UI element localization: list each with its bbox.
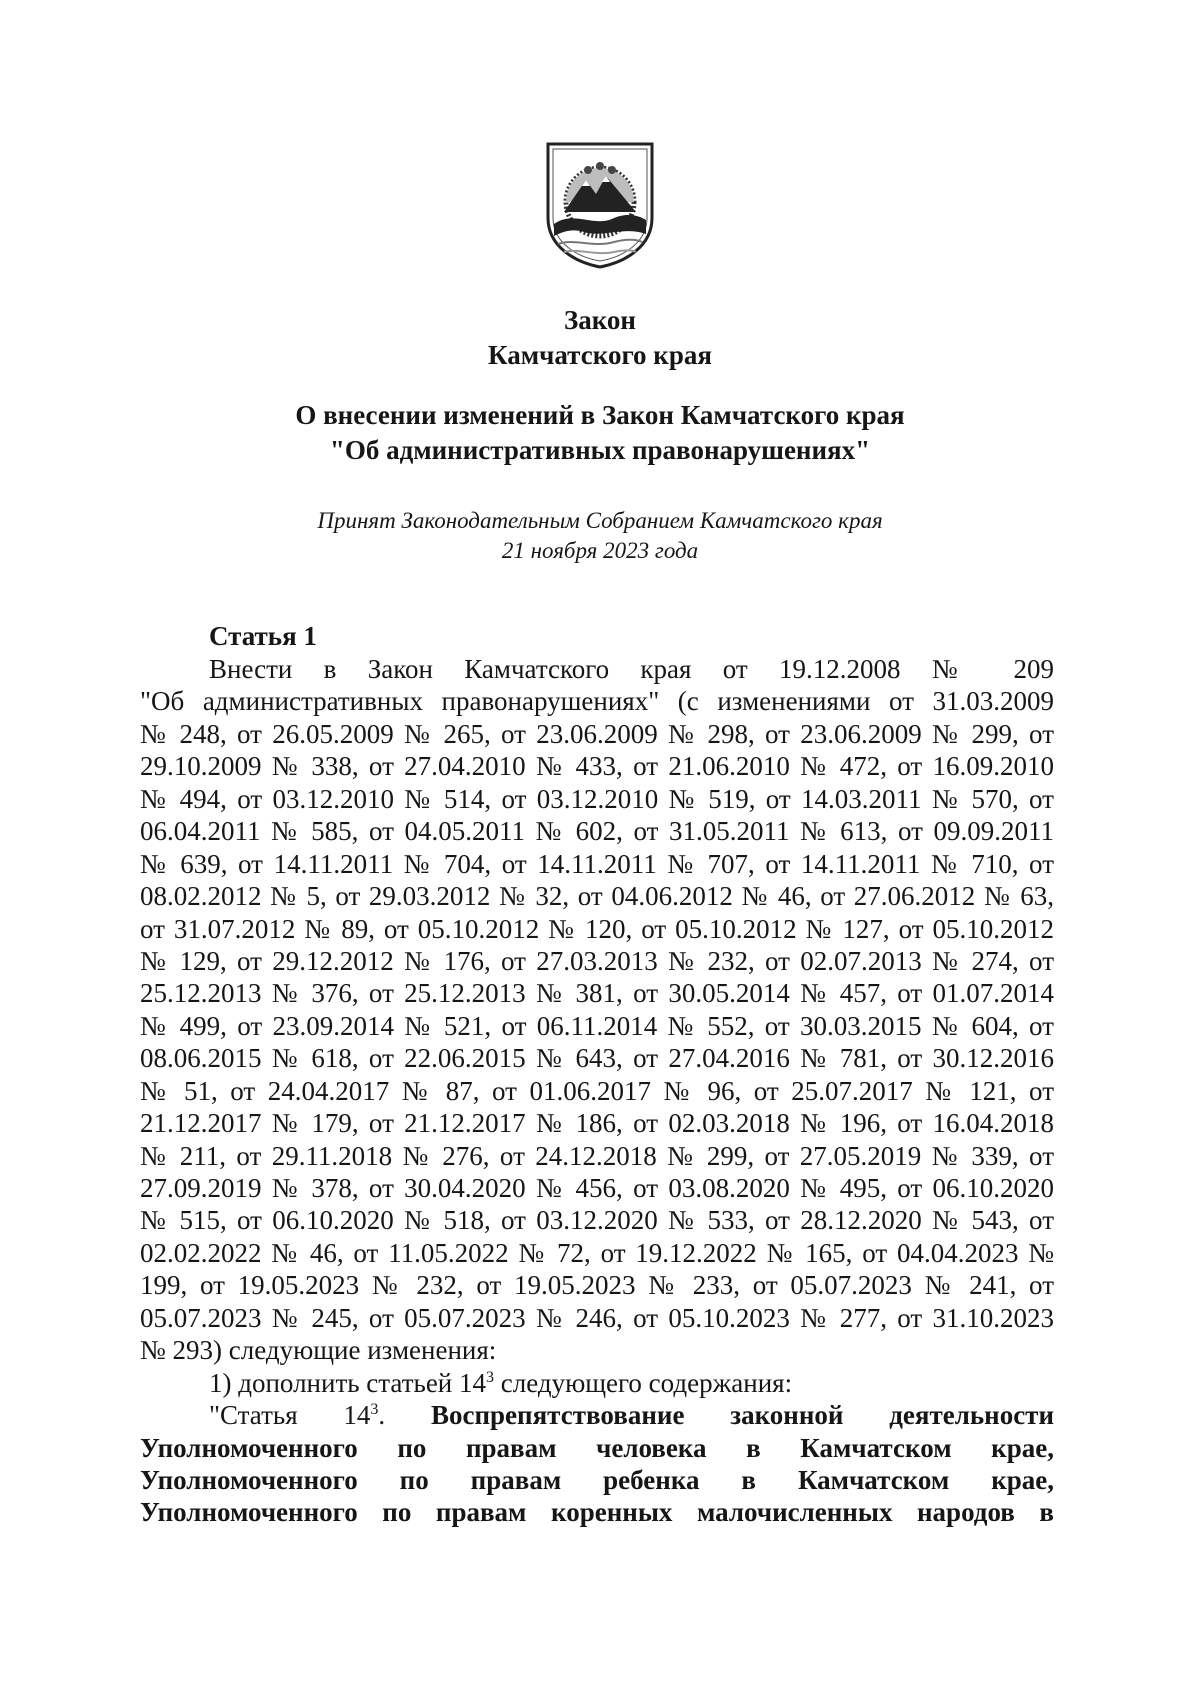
body-line: 06.04.2011 № 585, от 04.05.2011 № 602, от 31.05.2011 № 613, от 09.09.2011 (140, 816, 1054, 847)
new-article-title-start: Воспрепятствование законной деятельности (430, 1400, 1055, 1431)
body-line: 199, от 19.05.2023 № 232, от 19.05.2023 № 233, от 05.07.2023 № 241, от (140, 1270, 1054, 1301)
body-line: "Об административных правонарушениях" (с изменениями от 31.03.2009 (140, 686, 1054, 717)
new-article-superscript: 3 (370, 1401, 379, 1419)
body-line: № 499, от 23.09.2014 № 521, от 06.11.2014 № 552, от 30.03.2015 № 604, от (140, 1010, 1054, 1041)
body-line: 05.07.2023 № 245, от 05.07.2023 № 246, от 05.10.2023 № 277, от 31.10.2023 (140, 1302, 1054, 1333)
body-line: № 515, от 06.10.2020 № 518, от 03.12.2020 № 533, от 28.12.2020 № 543, от (140, 1205, 1054, 1236)
body-line: 21.12.2017 № 179, от 21.12.2017 № 186, от 02.03.2018 № 196, от 16.04.2018 (140, 1108, 1054, 1139)
new-article-title-line: Уполномоченного по правам коренных малочисленных народов в (140, 1497, 1054, 1528)
new-article-title-line: Уполномоченного по правам ребенка в Камчатском крае, (140, 1464, 1054, 1495)
article-1-body (140, 653, 1054, 1529)
body-line: № 211, от 29.11.2018 № 276, от 24.12.2018 № 299, от 27.05.2019 № 339, от (140, 1140, 1054, 1171)
item-1-superscript: 3 (486, 1368, 495, 1386)
body-line: № 51, от 24.04.2017 № 87, от 01.06.2017 № 96, от 25.07.2017 № 121, от (140, 1075, 1054, 1106)
body-line: от 31.07.2012 № 89, от 05.10.2012 № 120, от 05.10.2012 № 127, от 05.10.2012 (140, 913, 1054, 944)
body-line: № 293) следующие изменения: (140, 1335, 497, 1366)
law-title-line1: Закон (563, 305, 636, 335)
law-subject-line1: О внесении изменений в Закон Камчатского края (295, 400, 905, 430)
body-line: 02.02.2022 № 46, от 11.05.2022 № 72, от 19.12.2022 № 165, от 04.04.2023 № (140, 1237, 1054, 1268)
law-title (140, 303, 1060, 373)
item-1-prefix: 1) дополнить статьей 14 (209, 1367, 487, 1398)
adoption-note-line1: Принят Законодательным Собранием Камчатского края (317, 508, 883, 533)
body-line: 29.10.2009 № 338, от 27.04.2010 № 433, от 21.06.2010 № 472, от 16.09.2010 (140, 751, 1054, 782)
body-line: 25.12.2013 № 376, от 25.12.2013 № 381, от 30.05.2014 № 457, от 01.07.2014 (140, 978, 1054, 1009)
article-1-title: Статья 1 (209, 621, 317, 651)
body-line: № 248, от 26.05.2009 № 265, от 23.06.2009 № 298, от 23.06.2009 № 299, от (140, 718, 1054, 749)
law-subject (140, 398, 1060, 468)
item-1-suffix: следующего содержания: (494, 1367, 793, 1398)
body-line: 08.06.2015 № 618, от 22.06.2015 № 643, от 27.04.2016 № 781, от 30.12.2016 (140, 1043, 1054, 1074)
body-line: 27.09.2019 № 378, от 30.04.2020 № 456, от 03.08.2020 № 495, от 06.10.2020 (140, 1173, 1054, 1203)
body-line: № 639, от 14.11.2011 № 704, от 14.11.2011 № 707, от 14.11.2011 № 710, от (140, 848, 1054, 879)
new-article-number: "Статья 14 (209, 1400, 371, 1431)
adoption-note (140, 506, 1060, 566)
body-line: № 129, от 29.12.2012 № 176, от 27.03.2013 № 232, от 02.07.2013 № 274, от (140, 945, 1054, 976)
new-article-title-line: Уполномоченного по правам человека в Камчатском крае, (140, 1432, 1054, 1463)
law-subject-line2: "Об административных правонарушениях" (329, 435, 871, 465)
item-1-line (140, 1367, 1054, 1399)
law-title-line2: Камчатского края (488, 340, 712, 370)
new-article-heading-line (140, 1399, 1054, 1431)
kamchatka-coat-of-arms-icon (544, 140, 656, 270)
body-line: № 494, от 03.12.2010 № 514, от 03.12.2010 № 519, от 14.03.2011 № 570, от (140, 783, 1054, 814)
body-line: Внести в Закон Камчатского края от 19.12.2008 № 209 (209, 654, 1054, 684)
new-article-dot: . (378, 1400, 386, 1431)
body-line: 08.02.2012 № 5, от 29.03.2012 № 32, от 04.06.2012 № 46, от 27.06.2012 № 63, (140, 881, 1054, 912)
adoption-note-line2: 21 ноября 2023 года (501, 538, 699, 563)
